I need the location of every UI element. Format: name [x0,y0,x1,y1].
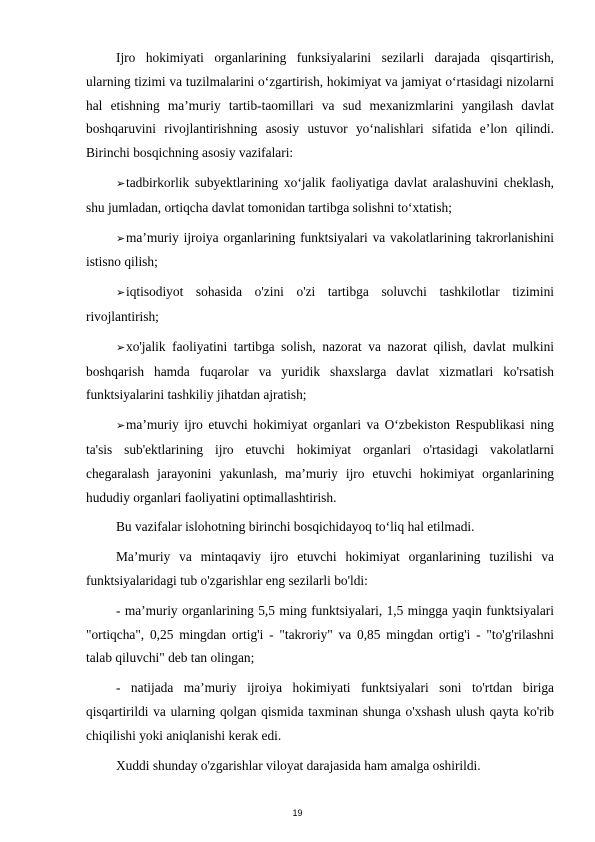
arrow-bullet-icon: ➢ [116,286,126,300]
page-number: 19 [292,808,303,818]
bullet-text: ma’muriy ijroiya organlarining funktsiyalari va vakolatlarining takrorlanishini istisno qilish; [86,229,554,270]
bullet-text: tadbirkorlik subyektlarining xo‘jalik faoliyatiga davlat aralashuvini cheklash, shu jumladan, ortiqcha davlat tomonidan tartibga solishni to‘xtatish; [86,174,554,215]
bullet-item [86,413,554,509]
structure-paragraph: Ma’muriy va mintaqaviy ijro etuvchi hokimiyat organlarining tuzilishi va funktsiyalaridagi tub o'zgarishlar eng sezilarli bo'ldi: [86,549,554,588]
arrow-bullet-icon: ➢ [116,231,126,245]
intro-paragraph: Ijro hokimiyati organlarining funksiyalarini sezilarli darajada qisqartirish, ularning tizimi va tuzilmalarini o‘zgartirish, hokimiyat va jamiyat o‘rtasidagi nizolarni hal etishning ma’muriy tartib-taomillari va sud mexanizmlarini yangilash davlat boshqaruvini rivojlantirishning asosiy ustuvor yo‘nalishlari sifatida e’lon qilindi. Birinchi bosqichning asosiy vazifalari: [86,50,554,161]
bullet-item [86,335,554,407]
regional-paragraph: Xuddi shunday o'zgarishlar viloyat darajasida ham amalga oshirildi. [116,757,481,773]
reduction-paragraph: - natijada ma’muriy ijroiya hokimiyati funktsiyalari soni to'rtdan biriga qisqartirildi va ularning qolgan qismida taxminan shunga o'xshash ulush qayta ko'rib chiqilishi yoki aniqlanishi kerak edi. [86,680,554,743]
bullet-text: ma’muriy ijro etuvchi hokimiyat organlari va O‘zbekiston Respublikasi ning ta'sis sub'ektlarining ijro etuvchi hokimiyat organlari o'rtasidagi vakolatlarni chegaralash jarayonini yakunlash, ma’muriy ijro etuvchi hokimiyat organlarining hududiy organlari faoliyatini optimallashtirish. [86,417,554,505]
bullet-text: iqtisodiyot sohasida o'zini o'zi tartibga soluvchi tashkilotlar tizimini rivojlantirish; [86,284,554,324]
document-page [86,46,554,777]
bullet-text: xo'jalik faoliyatini tartibga solish, nazorat va nazorat qilish, davlat mulkini boshqarish hamda fuqarolar va yuridik shaxslarga davlat xizmatlari ko'rsatish funktsiyalarini tashkiliy jihatdan ajratish; [86,338,554,403]
functions-count-paragraph: - ma’muriy organlarining 5,5 ming funktsiyalari, 1,5 mingga yaqin funktsiyalari "ortiqcha", 0,25 mingdan ortig'i - "takroriy" va 0,85 mingdan ortig'i - "to'g'rilashni talab qiluvchi" deb tan olingan; [86,602,554,666]
bullet-item [86,171,554,220]
bullet-item [86,280,554,329]
arrow-bullet-icon: ➢ [116,340,126,354]
bullet-item [86,226,554,275]
summary-paragraph: Bu vazifalar islohotning birinchi bosqichidayoq to‘liq hal etilmadi. [116,519,475,535]
arrow-bullet-icon: ➢ [116,419,126,433]
arrow-bullet-icon: ➢ [116,176,126,190]
